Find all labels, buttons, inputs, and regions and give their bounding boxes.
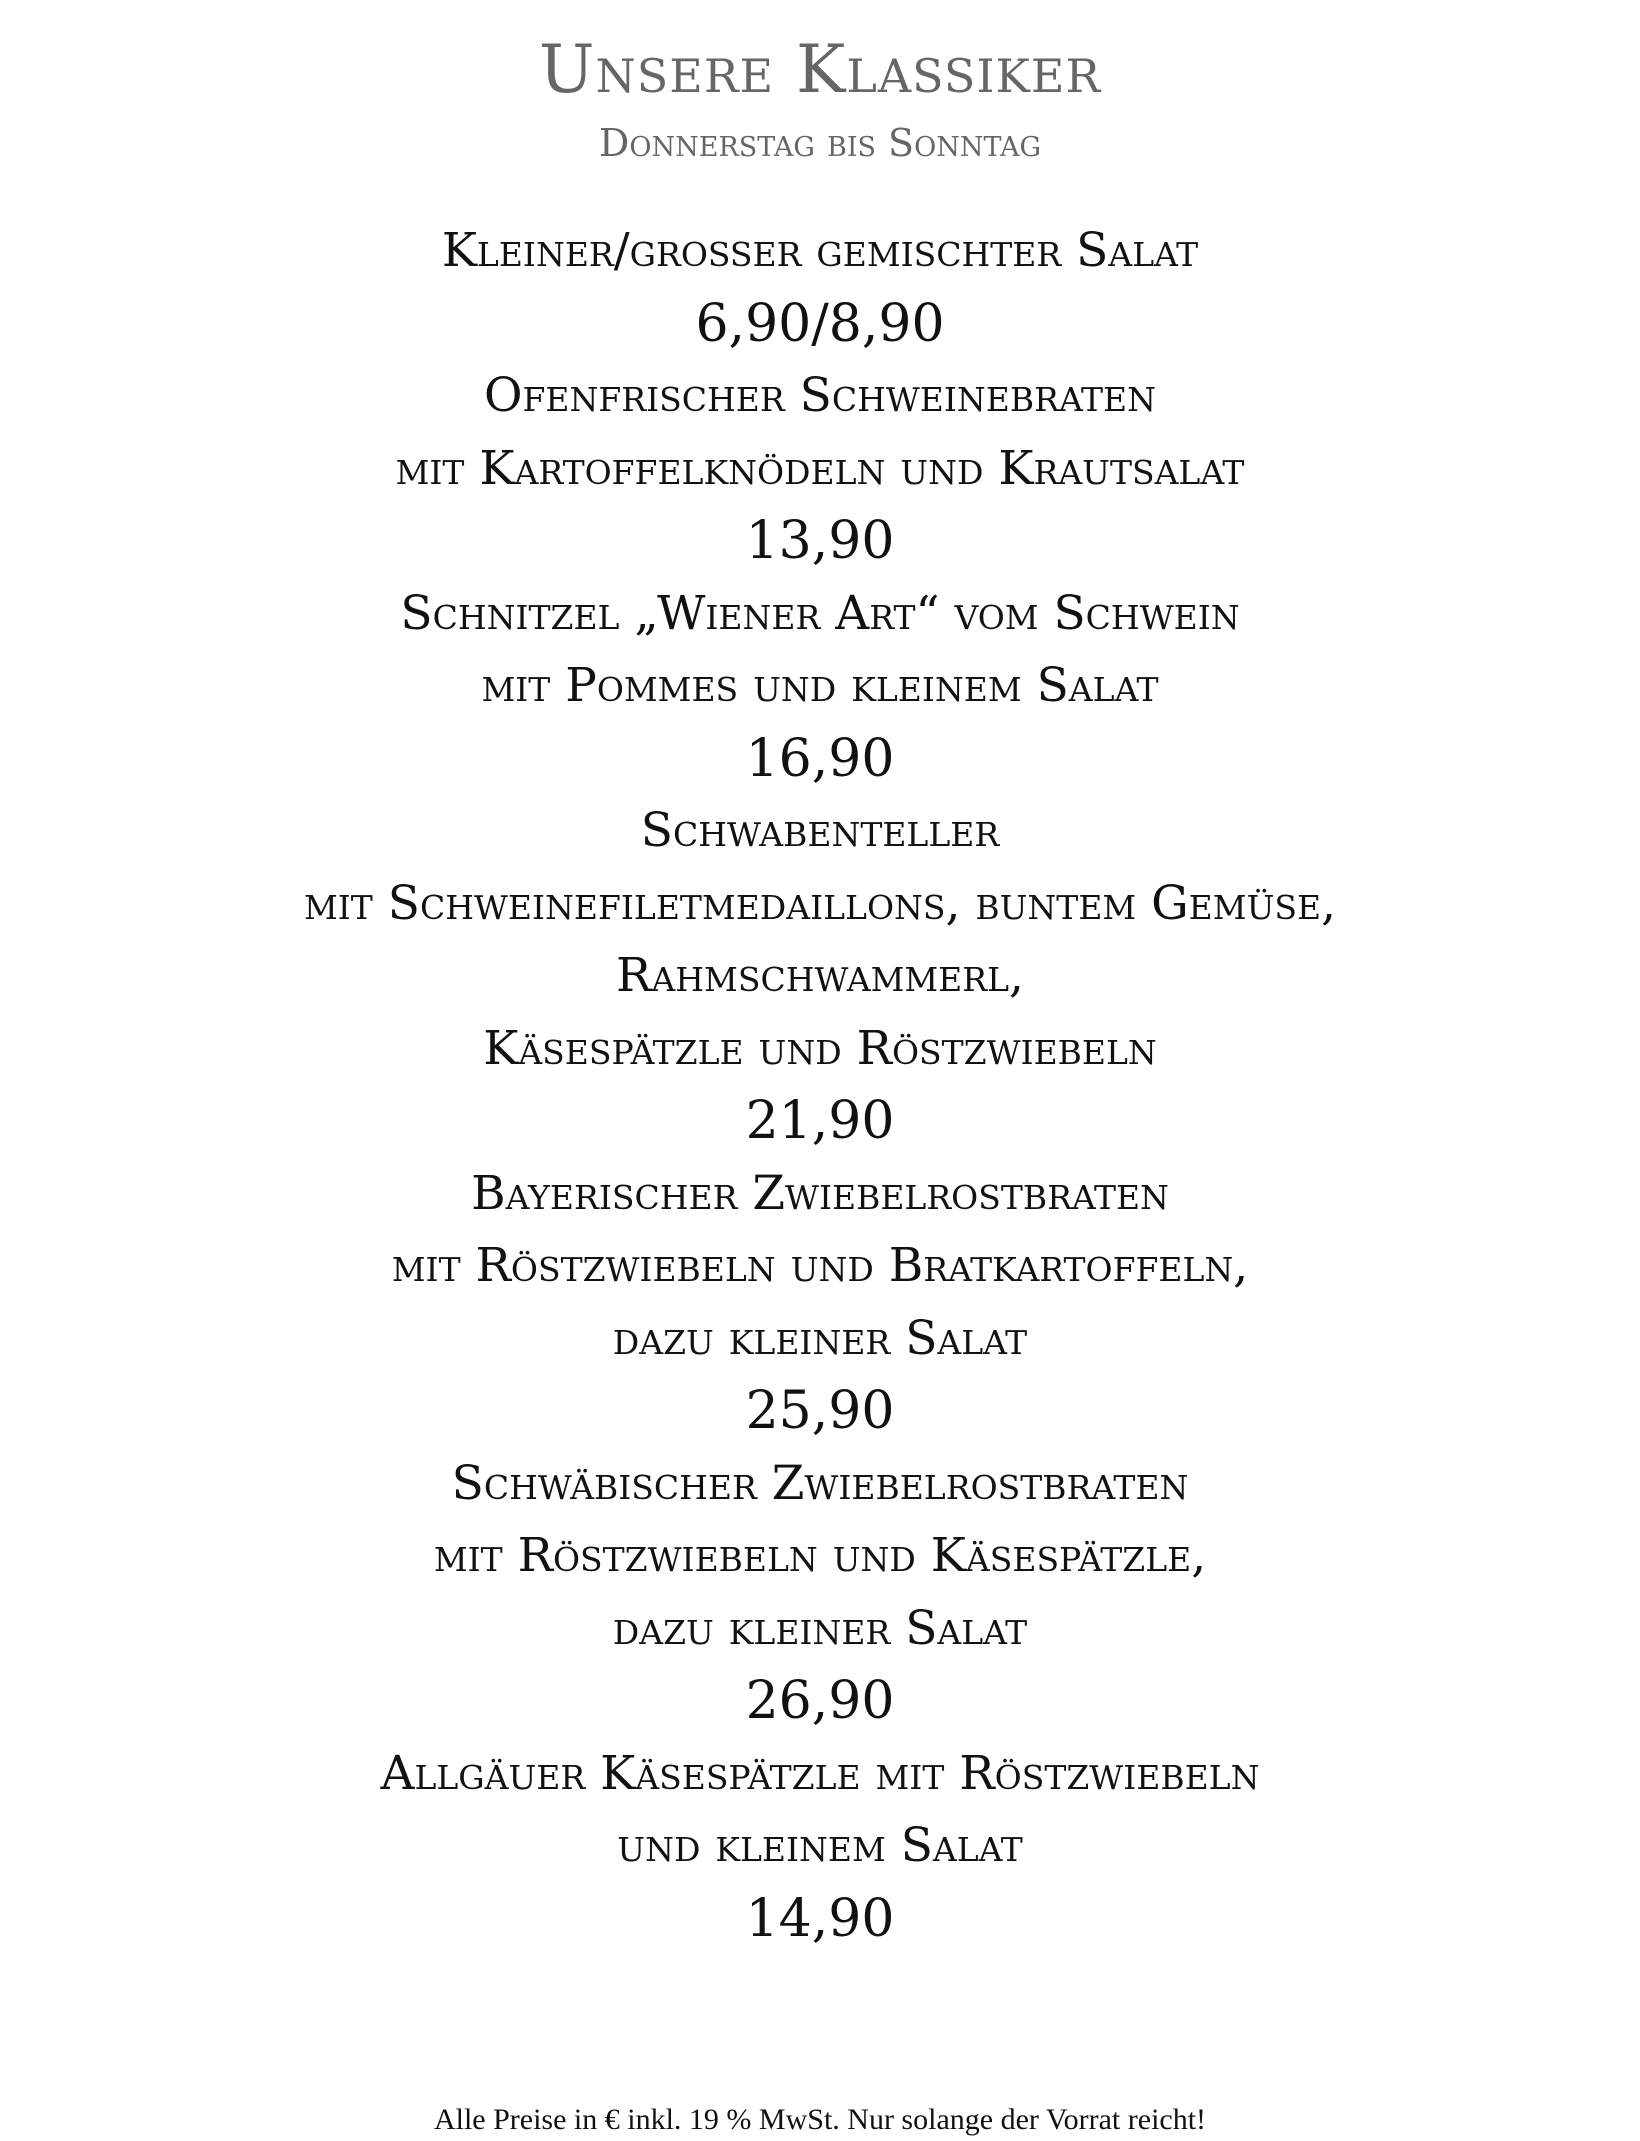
menu-item bbox=[0, 578, 1640, 796]
menu-item bbox=[0, 795, 1640, 1158]
menu-item-description: Rahmschwammerl, bbox=[616, 948, 1024, 1003]
menu-item-description: mit Pommes und kleinem Salat bbox=[481, 658, 1159, 713]
menu-item-description: mit Kartoffelknödeln und Krautsalat bbox=[395, 440, 1245, 496]
price-note: Alle Preise in € inkl. 19 % MwSt. Nur solange der Vorrat reicht! bbox=[433, 2103, 1207, 2136]
menu-item-price: 16,90 bbox=[745, 728, 895, 789]
menu-item-title: Allgäuer Käsespätzle mit Röstzwiebeln bbox=[380, 1745, 1260, 1801]
menu-item-description: mit Schweinefiletmedaillons, buntem Gemüse, bbox=[303, 875, 1337, 931]
menu-item-title: Schwabenteller bbox=[640, 803, 1000, 858]
menu-item-price: 13,90 bbox=[745, 511, 895, 571]
menu-item-price: 26,90 bbox=[745, 1671, 895, 1731]
menu-item bbox=[0, 360, 1640, 578]
menu-item bbox=[0, 1738, 1640, 1956]
menu-item bbox=[0, 1448, 1640, 1738]
menu-item-title: Schwäbischer Zwiebelrostbraten bbox=[451, 1455, 1189, 1511]
menu-item-description: dazu kleiner Salat bbox=[612, 1310, 1028, 1366]
menu-item bbox=[0, 215, 1640, 360]
page-subtitle: Donnerstag bis Sonntag bbox=[598, 121, 1042, 165]
menu-item-title: Kleiner/grosser gemischter Salat bbox=[441, 223, 1199, 278]
menu-item-title: Ofenfrischer Schweinebraten bbox=[483, 368, 1156, 423]
menu-item-description: dazu kleiner Salat bbox=[612, 1600, 1028, 1656]
menu-item-title: Bayerischer Zwiebelrostbraten bbox=[471, 1165, 1169, 1221]
menu-list bbox=[0, 215, 1640, 1955]
menu-item bbox=[0, 1158, 1640, 1448]
menu-item-price: 6,90/8,90 bbox=[695, 293, 945, 354]
menu-item-description: mit Röstzwiebeln und Käsespätzle, bbox=[433, 1528, 1207, 1583]
menu-item-price: 25,90 bbox=[745, 1381, 895, 1441]
menu-item-price: 14,90 bbox=[745, 1888, 895, 1949]
menu-item-description: mit Röstzwiebeln und Bratkartoffeln, bbox=[391, 1238, 1249, 1293]
menu-item-title: Schnitzel „Wiener Art“ vom Schwein bbox=[400, 585, 1240, 641]
menu-item-price: 21,90 bbox=[745, 1091, 895, 1151]
menu-item-description: und kleinem Salat bbox=[617, 1818, 1023, 1873]
page-title: Unsere Klassiker bbox=[538, 31, 1102, 108]
menu-item-description: Käsespätzle und Röstzwiebeln bbox=[483, 1020, 1157, 1076]
